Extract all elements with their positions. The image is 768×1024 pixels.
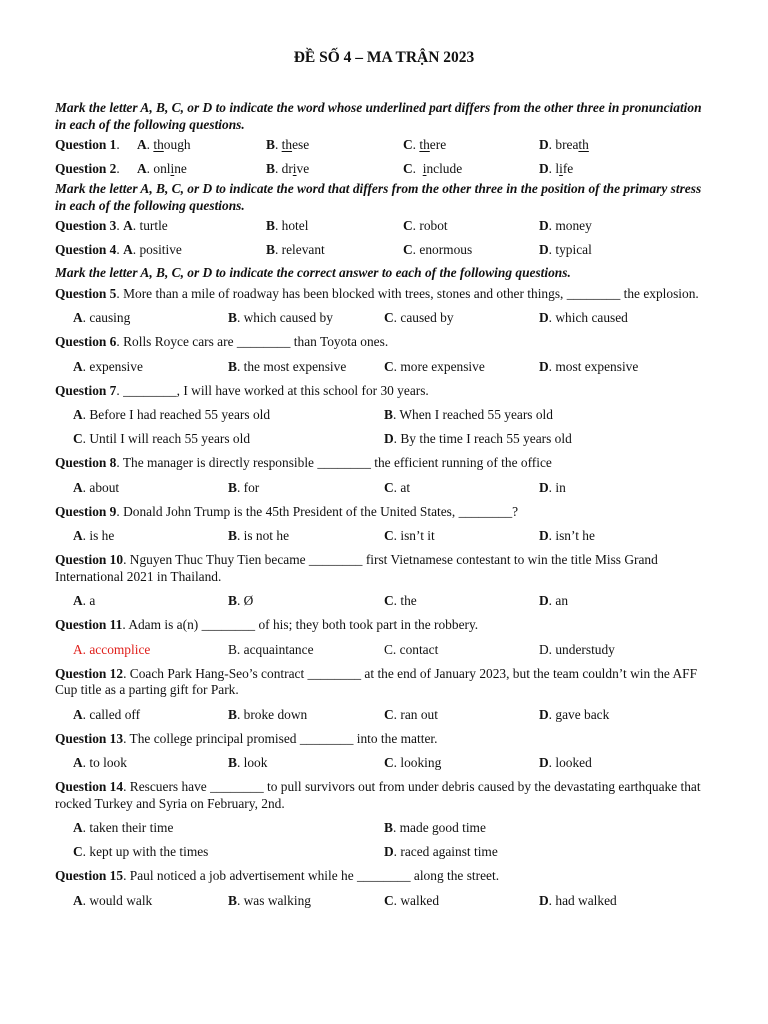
question-5: Question 5. More than a mile of roadway has been blocked with trees, stones and other things, ________ the explosion. — [55, 285, 699, 301]
question-text: Nguyen Thuc Thuy Tien became ________ first Vietnamese contestant to win the title Miss Grand International 2021 in Thailand. — [55, 552, 658, 584]
option-c[interactable]: Until I will reach 55 years old — [89, 431, 251, 446]
question-label: Question 5 — [55, 285, 117, 301]
option-c[interactable]: kept up with the times — [89, 844, 209, 859]
question-6: Question 6. Rolls Royce cars are ________ than Toyota ones. — [55, 334, 389, 349]
options-11 — [55, 638, 712, 662]
option-b[interactable]: relevant — [281, 242, 325, 257]
question-text: Paul noticed a job advertisement while he ________ along the street. — [129, 868, 500, 883]
option-c[interactable]: isn’t it — [400, 528, 435, 543]
option-a[interactable]: taken their time — [89, 820, 174, 835]
option-b[interactable]: B. drive — [266, 161, 310, 176]
question-label: Question 9 — [55, 503, 117, 519]
option-b[interactable]: was walking — [243, 892, 311, 908]
option-b[interactable]: hotel — [281, 218, 309, 233]
option-a[interactable]: Before I had reached 55 years old — [89, 407, 271, 422]
question-text: ________, I will have worked at this school for 30 years. — [123, 382, 429, 398]
option-a[interactable]: expensive — [89, 358, 143, 374]
question-13: Question 13. The college principal promised ________ into the matter. — [55, 730, 438, 746]
question-label: Question 3 — [55, 218, 117, 233]
question-text: Rolls Royce cars are ________ than Toyota ones. — [123, 334, 389, 349]
question-label: Question 12 — [55, 665, 124, 681]
options-10: A. a B. Ø C. the D. an — [73, 593, 569, 608]
instruction-pronunciation: Mark the letter A, B, C, or D to indicate the word whose underlined part differs from the other three in pronunciation in each of the following questions. — [55, 100, 702, 132]
option-d[interactable]: an — [555, 593, 569, 608]
question-8: Question 8. The manager is directly responsible ________ the efficient running of the office — [55, 455, 552, 470]
question-10: Question 10. Nguyen Thuc Thuy Tien became ________ first Vietnamese contestant to win the title Miss Grand International 2021 in Thailand. — [55, 552, 658, 584]
option-c[interactable]: caused by — [400, 310, 454, 325]
option-d[interactable]: By the time I reach 55 years old — [400, 431, 572, 446]
option-d[interactable]: which caused — [555, 310, 628, 325]
option-d[interactable]: D. breath — [539, 137, 589, 152]
option-d[interactable]: D. understudy — [539, 641, 615, 657]
question-text: Adam is a(n) ________ of his; they both took part in the robbery. — [128, 617, 479, 632]
question-label: Question 10 — [55, 552, 124, 567]
option-c[interactable]: C. there — [403, 137, 447, 152]
option-d[interactable]: money — [555, 218, 592, 233]
option-c[interactable]: ran out — [400, 706, 438, 722]
option-a[interactable]: causing — [89, 310, 131, 325]
option-b[interactable]: the most expensive — [243, 358, 347, 374]
option-c[interactable]: enormous — [419, 242, 473, 257]
option-d[interactable]: in — [555, 479, 566, 495]
question-9: Question 9. Donald John Trump is the 45th President of the United States, ________? — [55, 503, 519, 519]
option-a[interactable]: a — [89, 593, 96, 608]
options-8: A. about B. for C. at D. in — [73, 479, 566, 495]
question-15: Question 15. Paul noticed a job advertisement while he ________ along the street. — [55, 868, 500, 883]
option-b[interactable]: broke down — [243, 706, 308, 722]
question-label: Question 4 — [55, 242, 117, 257]
instruction-stress: Mark the letter A, B, C, or D to indicate the word that differs from the other three in the position of the primary stress in each of the following questions. — [55, 181, 702, 213]
option-d[interactable]: D. life — [539, 161, 574, 176]
option-a[interactable]: turtle — [139, 218, 168, 233]
option-b[interactable]: When I reached 55 years old — [399, 407, 553, 422]
question-label: Question 2 — [55, 161, 117, 176]
question-label: Question 11 — [55, 617, 123, 632]
options-12: A. called off B. broke down C. ran out D. gave back — [73, 706, 610, 722]
options-5: A. causing B. which caused by C. caused by D. which caused — [73, 310, 628, 325]
option-d[interactable]: looked — [555, 755, 592, 770]
question-label: Question 14 — [55, 779, 124, 794]
question-text: The college principal promised ________ into the matter. — [129, 730, 438, 746]
option-d[interactable]: gave back — [555, 706, 610, 722]
question-label: Question 13 — [55, 730, 124, 746]
question-text: The manager is directly responsible ________ the efficient running of the office — [122, 455, 552, 470]
option-c[interactable]: robot — [419, 218, 448, 233]
options-6: A. expensive B. the most expensive C. more expensive D. most expensive — [73, 358, 639, 374]
option-c[interactable]: more expensive — [400, 358, 485, 374]
question-text: Coach Park Hang-Seo’s contract ________ at the end of January 2023, but the team couldn’t win the AFF Cup title as a parting gift for Park. — [55, 665, 698, 697]
options-14-ab: A. taken their time B. made good time — [73, 820, 486, 835]
question-text: Donald John Trump is the 45th President of the United States, ________? — [123, 503, 519, 519]
question-12: Question 12. Coach Park Hang-Seo’s contract ________ at the end of January 2023, but the team couldn’t win the AFF Cup title as a parting gift for Park. — [55, 665, 698, 697]
option-d[interactable]: typical — [555, 242, 592, 257]
option-b[interactable]: B. acquaintance — [228, 641, 314, 657]
options-7-cd: C. Until I will reach 55 years old D. By the time I reach 55 years old — [73, 431, 572, 446]
option-a[interactable]: to look — [89, 755, 127, 770]
option-c[interactable]: the — [400, 593, 417, 608]
option-a[interactable]: about — [89, 479, 120, 495]
page-title: ĐỀ SỐ 4 – MA TRẬN 2023 — [293, 49, 475, 66]
option-c[interactable]: looking — [400, 755, 442, 770]
option-d[interactable]: raced against time — [400, 844, 498, 859]
option-d[interactable]: most expensive — [555, 358, 639, 374]
question-7: Question 7. ________, I will have worked at this school for 30 years. — [55, 382, 429, 398]
question-text: More than a mile of roadway has been blocked with trees, stones and other things, ________ the explosion. — [123, 285, 699, 301]
options-15: A. would walk B. was walking C. walked D. had walked — [73, 892, 617, 908]
option-c[interactable]: C. contact — [384, 641, 439, 657]
question-14: Question 14. Rescuers have ________ to pull survivors out from under debris caused by the devastating earthquake that rocked Turkey and Syria on February, 2nd. — [55, 779, 701, 811]
option-d[interactable]: had walked — [555, 892, 617, 908]
question-label: Question 7 — [55, 382, 117, 398]
option-c[interactable]: C. include — [403, 161, 463, 176]
options-9: A. is he B. is not he C. isn’t it D. isn’t he — [73, 528, 595, 543]
question-11: Question 11. Adam is a(n) ________ of his; they both took part in the robbery. — [55, 617, 479, 632]
question-label: Question 6 — [55, 334, 117, 349]
option-a[interactable]: would walk — [89, 892, 153, 908]
question-label: Question 15 — [55, 868, 124, 883]
question-3: Question 3. A. turtle B. hotel C. robot D. money — [55, 218, 592, 233]
option-a[interactable]: A. though — [137, 137, 191, 152]
option-a[interactable]: called off — [89, 706, 141, 722]
question-text: Rescuers have ________ to pull survivors out from under debris caused by the devastating earthquake that rocked Turkey and Syria on February, 2nd. — [55, 779, 701, 811]
option-a-highlighted[interactable]: A. accomplice — [73, 641, 151, 657]
option-b[interactable]: made good time — [399, 820, 486, 835]
question-label: Question 8 — [55, 455, 117, 470]
option-b[interactable]: Ø — [243, 593, 254, 608]
option-b[interactable]: B. these — [266, 137, 310, 152]
exam-content — [55, 100, 712, 913]
options-7-ab: A. Before I had reached 55 years old B. When I reached 55 years old — [73, 407, 553, 422]
question-1: Question 1. A. though B. these C. there D. breath — [55, 133, 712, 157]
question-label: Question 1 — [55, 137, 117, 152]
question-2: Question 2. A. online B. drive C. include D. life — [55, 157, 712, 181]
option-a[interactable]: is he — [89, 528, 115, 543]
option-a[interactable]: positive — [139, 242, 182, 257]
question-4: Question 4. A. positive B. relevant C. enormous D. typical — [55, 242, 592, 257]
option-c[interactable]: at — [400, 479, 411, 495]
option-b[interactable]: which caused by — [243, 310, 333, 325]
option-d[interactable]: isn’t he — [555, 528, 595, 543]
option-c[interactable]: walked — [400, 892, 440, 908]
options-13: A. to look B. look C. looking D. looked — [73, 755, 592, 770]
option-a[interactable]: A. online — [137, 161, 187, 176]
options-14-cd: C. kept up with the times D. raced against time — [73, 844, 498, 859]
option-b[interactable]: is not he — [243, 528, 290, 543]
instruction-correct: Mark the letter A, B, C, or D to indicate the correct answer to each of the following questions. — [55, 265, 571, 280]
option-b[interactable]: look — [243, 755, 268, 770]
option-b[interactable]: for — [243, 479, 260, 495]
